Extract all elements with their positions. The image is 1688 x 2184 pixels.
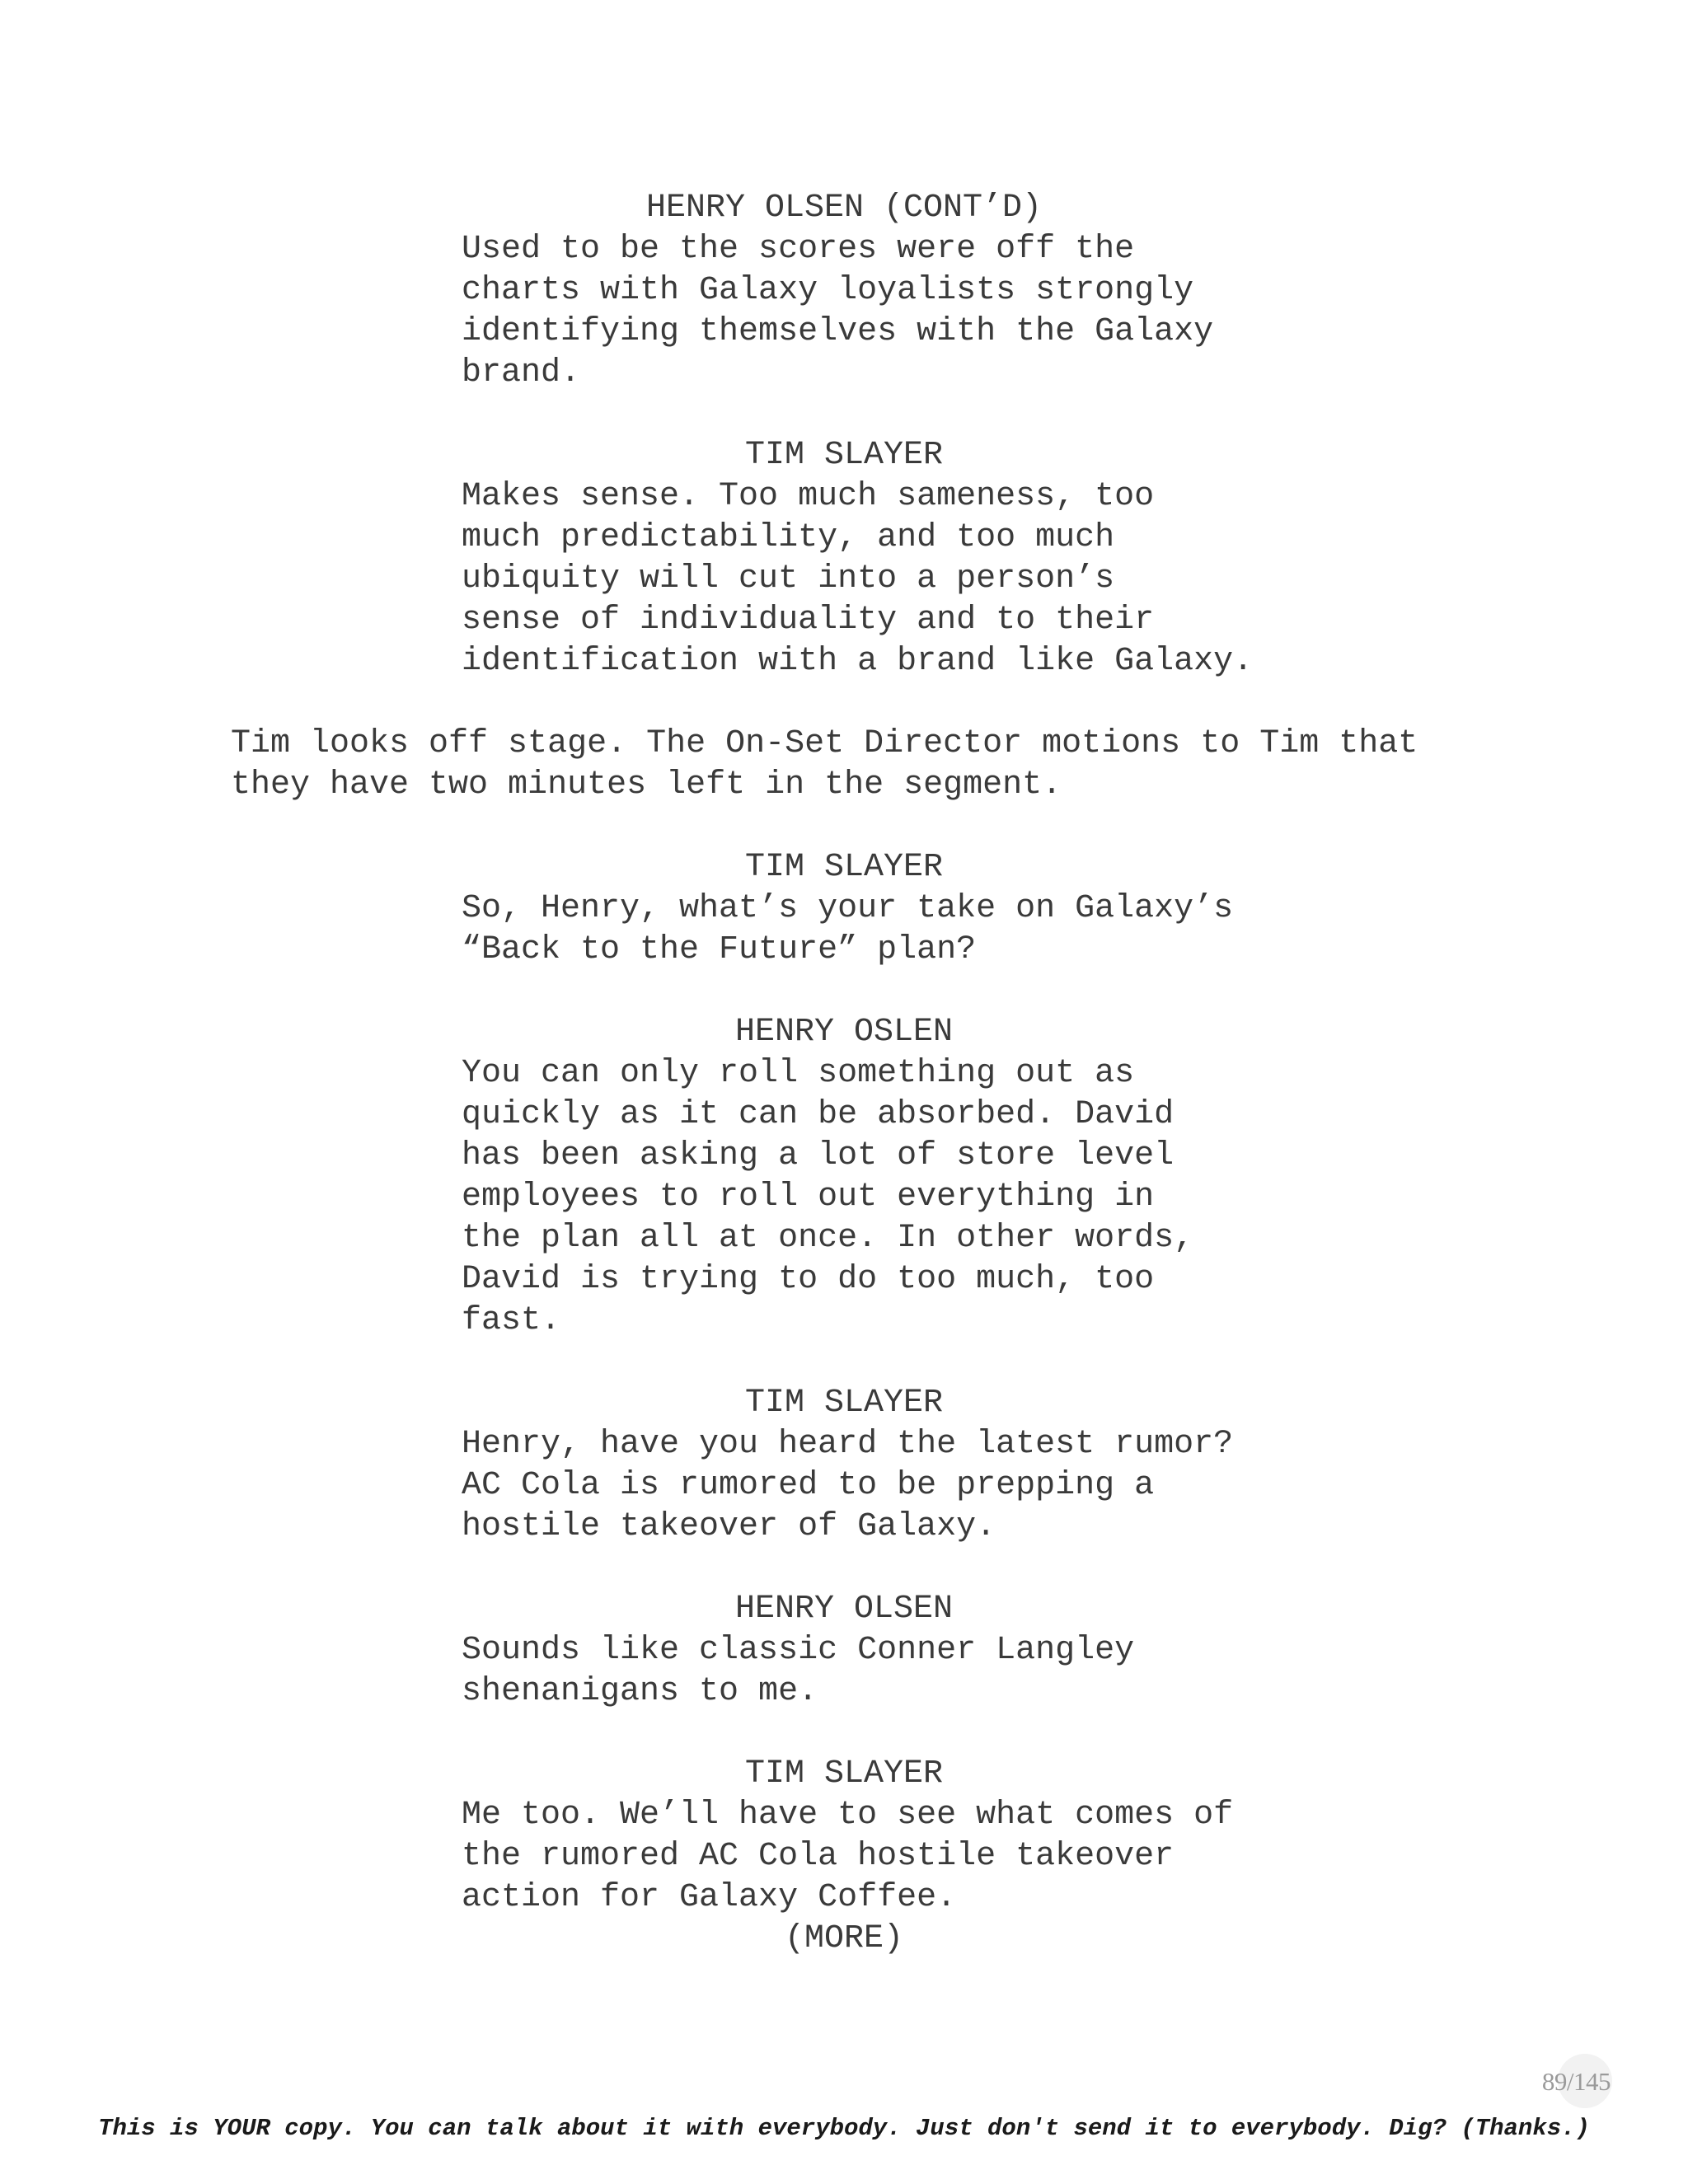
dialogue-block xyxy=(0,1012,1688,1342)
dialogue-line: sense of individuality and to their xyxy=(462,602,1155,639)
dialogue-line: charts with Galaxy loyalists strongly xyxy=(462,272,1194,309)
dialogue-block xyxy=(0,435,1688,682)
dialogue-line: Makes sense. Too much sameness, too xyxy=(462,478,1155,515)
dialogue-line: the rumored AC Cola hostile takeover xyxy=(462,1838,1175,1875)
screenplay-body xyxy=(0,188,1688,2001)
character-name: TIM SLAYER xyxy=(744,437,944,474)
dialogue-text xyxy=(462,1795,1253,1919)
dialogue-block xyxy=(0,1754,1688,1960)
character-name: HENRY OLSEN xyxy=(734,1591,954,1628)
dialogue-line: employees to roll out everything in xyxy=(462,1179,1155,1216)
dialogue-line: So, Henry, what’s your take on Galaxy’s xyxy=(462,890,1234,927)
footer-notice: This is YOUR copy. You can talk about it with everybody. Just don't send it to everybody. Dig? (Thanks.) xyxy=(98,2115,1590,2142)
dialogue-text xyxy=(462,888,1253,971)
dialogue-line: ubiquity will cut into a person’s xyxy=(462,560,1115,598)
dialogue-line: much predictability, and too much xyxy=(462,519,1115,556)
dialogue-line: identifying themselves with the Galaxy xyxy=(462,313,1214,350)
dialogue-block xyxy=(0,1383,1688,1548)
dialogue-block xyxy=(0,188,1688,394)
dialogue-block xyxy=(0,847,1688,971)
dialogue-line: identification with a brand like Galaxy. xyxy=(462,643,1254,680)
dialogue-line: Me too. We’ll have to see what comes of xyxy=(462,1797,1234,1834)
dialogue-line: Sounds like classic Conner Langley xyxy=(462,1632,1135,1669)
dialogue-text xyxy=(462,229,1253,394)
dialogue-line: Used to be the scores were off the xyxy=(462,231,1135,268)
character-name: TIM SLAYER xyxy=(744,849,944,886)
action-line: they have two minutes left in the segment. xyxy=(231,766,1062,804)
character-name: HENRY OSLEN xyxy=(734,1014,954,1051)
dialogue-text xyxy=(462,1053,1253,1342)
dialogue-line: hostile takeover of Galaxy. xyxy=(462,1508,996,1545)
dialogue-text xyxy=(462,1424,1253,1548)
character-name: TIM SLAYER xyxy=(744,1385,944,1422)
dialogue-line: action for Galaxy Coffee. xyxy=(462,1879,957,1916)
action-block xyxy=(0,724,1688,806)
dialogue-line: AC Cola is rumored to be prepping a xyxy=(462,1467,1155,1504)
dialogue-line: David is trying to do too much, too xyxy=(462,1261,1155,1298)
dialogue-line: Henry, have you heard the latest rumor? xyxy=(462,1426,1234,1463)
dialogue-text xyxy=(462,1630,1253,1713)
dialogue-line: shenanigans to me. xyxy=(462,1673,818,1710)
action-text xyxy=(231,724,1467,806)
dialogue-line: brand. xyxy=(462,354,581,391)
more-continuation: (MORE) xyxy=(784,1920,904,1957)
character-name: TIM SLAYER xyxy=(744,1755,944,1793)
dialogue-line: fast. xyxy=(462,1302,561,1339)
dialogue-block xyxy=(0,1589,1688,1713)
dialogue-line: quickly as it can be absorbed. David xyxy=(462,1096,1175,1133)
dialogue-line: has been asking a lot of store level xyxy=(462,1137,1175,1174)
dialogue-line: You can only roll something out as xyxy=(462,1055,1135,1092)
character-name: HENRY OLSEN (CONT’D) xyxy=(645,190,1043,227)
page-number: 89/145 xyxy=(1541,2067,1611,2096)
action-line: Tim looks off stage. The On-Set Director motions to Tim that xyxy=(231,725,1418,762)
dialogue-line: “Back to the Future” plan? xyxy=(462,931,977,968)
dialogue-line: the plan all at once. In other words, xyxy=(462,1220,1194,1257)
dialogue-text xyxy=(462,476,1253,682)
